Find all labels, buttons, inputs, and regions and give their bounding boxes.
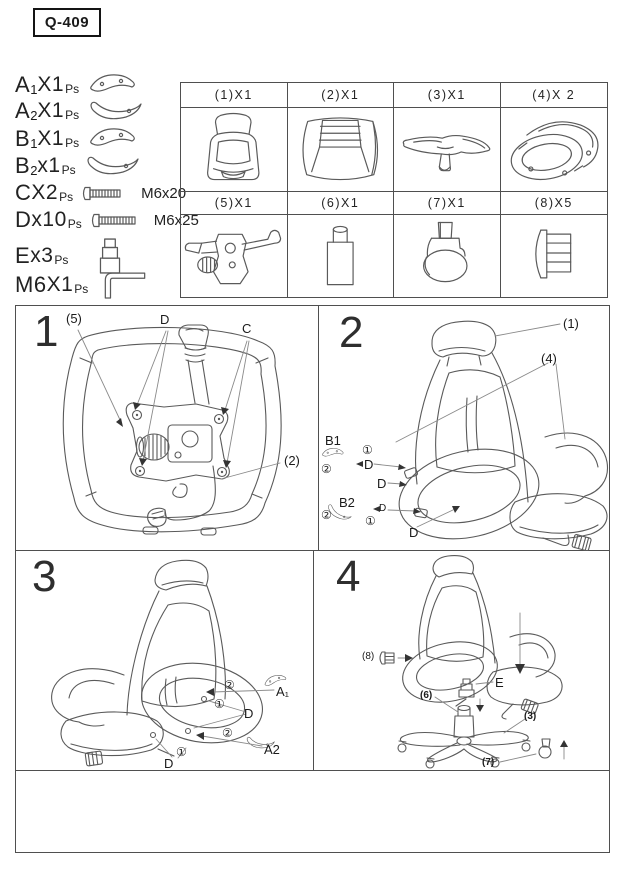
bracket-cover-small-icon [87,72,141,98]
callout-num1: ① [176,745,187,759]
callout-screw-d: D [164,756,174,771]
part-code: A [15,98,31,123]
component-label: (1)X1 [181,83,288,108]
callout-a1: A₁ [276,684,290,699]
parts-list-row: M6 X1 Ps [15,270,148,299]
component-cell [288,215,395,298]
bracket-cover-long-icon [84,154,142,178]
part-code: A [15,72,31,97]
armrest-ring-icon [501,109,608,191]
component-cell [181,108,288,192]
parts-list-row: A 1 X1 Ps [15,72,141,98]
bracket-cover-small-icon [87,126,141,152]
step-3-panel [16,551,314,771]
stepped-sleeve-icon [96,238,124,274]
gas-lift-icon [288,216,394,298]
callout-num1: ① [214,697,225,711]
callout-screw-d: D [377,476,387,491]
callout-part6: (6) [420,690,433,701]
parts-list-row: B 1 X1 Ps [15,126,141,152]
step-number: 2 [339,308,364,357]
callout-screw-d: D [364,457,374,472]
callout-part2: (2) [284,453,300,468]
empty-notes-panel [16,771,609,852]
seat-cushion-icon [288,109,394,191]
callout-a2: A2 [264,742,280,757]
bolt-icon [81,186,129,201]
callout-num2: ② [321,508,332,522]
five-star-base-icon [394,109,500,191]
model-number: Q-409 [44,14,90,31]
step-2-panel [319,306,609,551]
parts-list-row: E x3 Ps [15,238,124,274]
bolt-long-icon [90,213,142,228]
end-cap-icon [501,216,608,298]
component-cell [501,215,608,298]
step-4-panel [314,551,609,771]
component-cell [394,108,501,192]
step-1-panel [16,306,319,551]
step-number: 1 [34,307,59,356]
callout-screw-d: D [379,503,387,514]
assembly-steps [15,305,610,853]
allen-key-icon [102,270,148,299]
step-3-drawing [16,551,314,771]
component-cell [181,215,288,298]
components-grid [180,82,608,298]
caster-icon [394,216,500,298]
callout-screw-d: D [160,312,170,327]
component-label: (8)X5 [501,192,608,215]
component-cell [394,215,501,298]
seat-back-icon [181,109,287,191]
callout-screw-d: D [409,525,419,540]
callout-part8: (8) [362,651,375,662]
callout-num2: ② [222,726,233,740]
callout-num1: ① [362,443,373,457]
component-label: (4)X 2 [501,83,608,108]
part-code: D [15,207,32,232]
tilt-mechanism-icon [181,216,287,298]
bolt-size: M6x20 [141,184,187,202]
callout-num2: ② [224,678,235,692]
parts-list-row: C X2 Ps M6x20 [15,180,187,205]
component-label: (3)X1 [394,83,501,108]
component-cell [501,108,608,192]
callout-num2: ② [321,462,332,476]
component-label: (5)X1 [181,192,288,215]
bracket-cover-long-icon [87,99,145,123]
callout-part7: (7) [482,757,495,768]
callout-part1: (1) [563,316,579,331]
component-cell [288,108,395,192]
part-code: C [15,180,32,205]
step-number: 4 [336,552,361,601]
callout-part4: (4) [541,351,557,366]
callout-part3: (3) [524,711,537,722]
bolt-size: M6x25 [153,211,199,229]
callout-sleeve-e: E [495,675,504,690]
part-code: B [15,153,31,178]
part-code: M6 [15,271,47,297]
part-code: E [15,243,31,268]
parts-list-row: B 2 x1 Ps [15,153,142,179]
step-number: 3 [32,552,57,601]
callout-b1: B1 [325,433,341,448]
callout-part5: (5) [66,311,82,326]
parts-list-row: D x10 Ps M6x25 [15,207,199,232]
component-label: (7)X1 [394,192,501,215]
component-label: (6)X1 [288,192,395,215]
model-number-box [33,8,101,37]
step-1-drawing [16,306,319,551]
part-code: B [15,126,31,151]
callout-b2: B2 [339,495,355,510]
callout-screw-d: D [244,706,254,721]
callout-num1: ① [365,514,376,528]
component-label: (2)X1 [288,83,395,108]
parts-list-row: A 2 X1 Ps [15,98,145,124]
callout-screw-c: C [242,321,252,336]
